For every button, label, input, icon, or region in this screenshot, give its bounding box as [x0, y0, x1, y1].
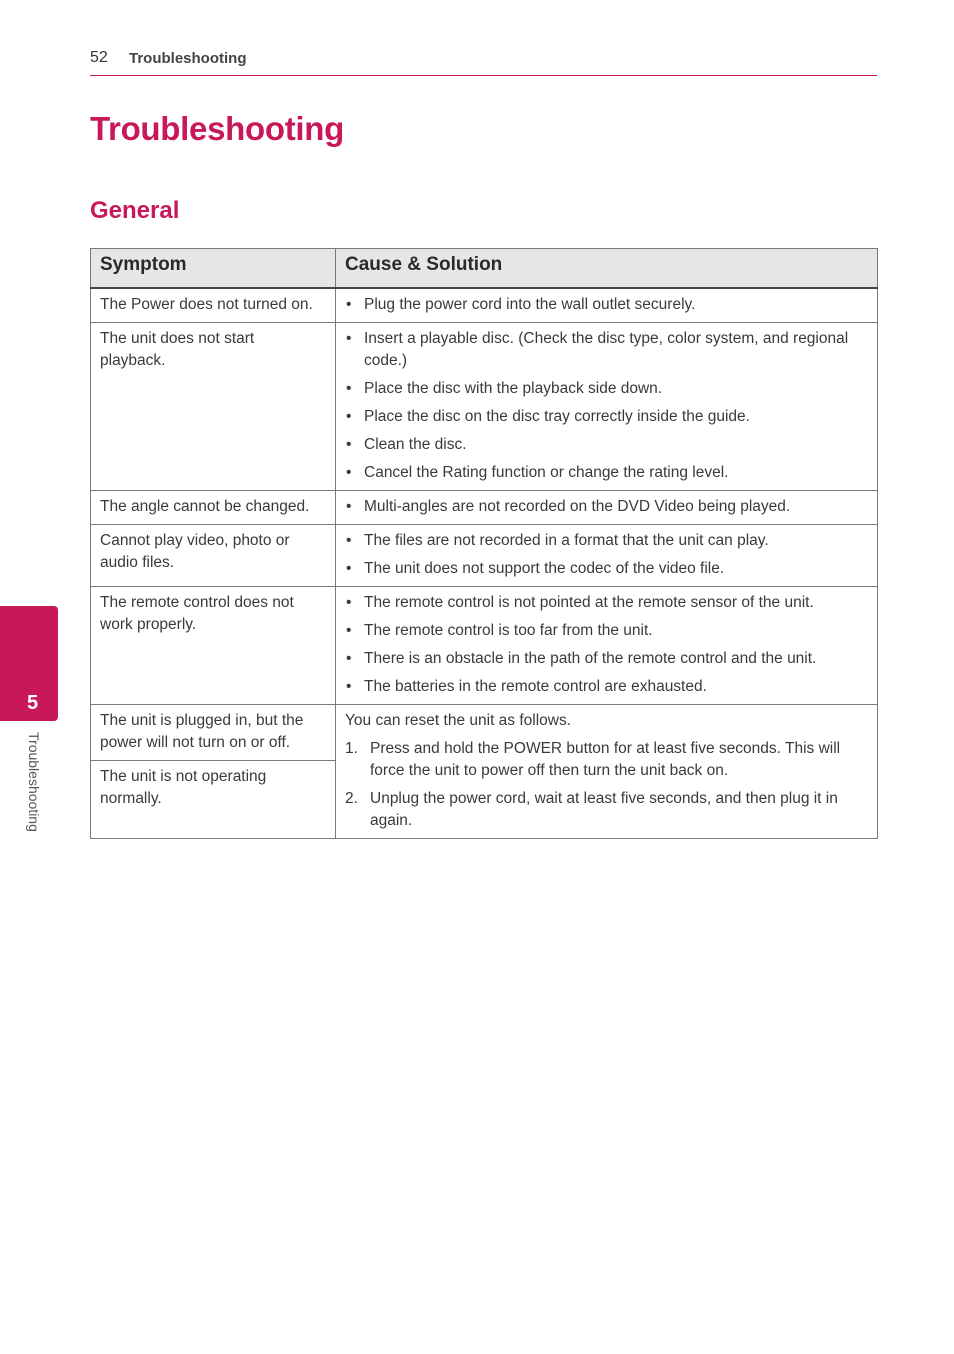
table-row — [91, 491, 878, 525]
solution-cell — [336, 705, 878, 839]
reset-intro: You can reset the unit as follows. — [345, 712, 572, 729]
page-title: Troubleshooting — [90, 110, 344, 147]
table-header-row — [91, 249, 878, 289]
step-text: Press and hold the POWER button for at least five seconds. This will force the unit to power off then turn the unit back on. — [370, 740, 841, 779]
column-header-symptom: Symptom — [91, 249, 336, 289]
solution-cell — [336, 587, 878, 705]
page-number: 52 — [90, 49, 108, 66]
solution-cell — [336, 491, 878, 525]
solution-item: • The batteries in the remote control are exhausted. — [345, 676, 869, 698]
solution-item: • Place the disc on the disc tray correctly inside the guide. — [345, 406, 869, 428]
chapter-number: 5 — [27, 692, 39, 714]
symptom-cell: The unit is not operating normally. — [91, 761, 336, 839]
solution-item: • Cancel the Rating function or change the rating level. — [345, 462, 869, 484]
reset-step — [345, 738, 869, 782]
symptom-cell: The unit does not start playback. — [91, 323, 336, 491]
solution-item: • The remote control is not pointed at the remote sensor of the unit. — [345, 592, 869, 614]
solution-cell — [336, 288, 878, 323]
solution-item: • There is an obstacle in the path of the remote control and the unit. — [345, 648, 869, 670]
solution-item: • Multi-angles are not recorded on the DVD Video being played. — [345, 496, 869, 518]
header-section-name: Troubleshooting — [129, 50, 247, 67]
troubleshooting-table — [90, 248, 878, 839]
section-title: General — [90, 197, 180, 224]
table-row — [91, 525, 878, 587]
column-header-solution: Cause & Solution — [336, 249, 878, 289]
solution-item: • The files are not recorded in a format that the unit can play. — [345, 530, 869, 552]
step-text: Unplug the power cord, wait at least five seconds, and then plug it in again. — [370, 790, 838, 829]
symptom-cell: The angle cannot be changed. — [91, 491, 336, 525]
table-row — [91, 323, 878, 491]
chapter-label: Troubleshooting — [26, 732, 42, 832]
table-row — [91, 705, 878, 761]
symptom-cell: The Power does not turned on. — [91, 288, 336, 323]
page-header — [90, 48, 877, 76]
solution-cell — [336, 323, 878, 491]
step-number: 1. — [345, 740, 358, 757]
solution-item: • Insert a playable disc. (Check the disc type, color system, and regional code.) — [345, 328, 869, 372]
solution-item: • The unit does not support the codec of the video file. — [345, 558, 869, 580]
symptom-cell: The remote control does not work properly. — [91, 587, 336, 705]
solution-cell — [336, 525, 878, 587]
solution-item: • The remote control is too far from the unit. — [345, 620, 869, 642]
solution-item: • Place the disc with the playback side down. — [345, 378, 869, 400]
reset-step — [345, 788, 869, 832]
table-row — [91, 288, 878, 323]
solution-item: • Plug the power cord into the wall outlet securely. — [345, 294, 869, 316]
symptom-cell: The unit is plugged in, but the power will not turn on or off. — [91, 705, 336, 761]
step-number: 2. — [345, 790, 358, 807]
chapter-tab — [0, 606, 58, 721]
solution-item: • Clean the disc. — [345, 434, 869, 456]
table-row — [91, 587, 878, 705]
symptom-cell: Cannot play video, photo or audio files. — [91, 525, 336, 587]
